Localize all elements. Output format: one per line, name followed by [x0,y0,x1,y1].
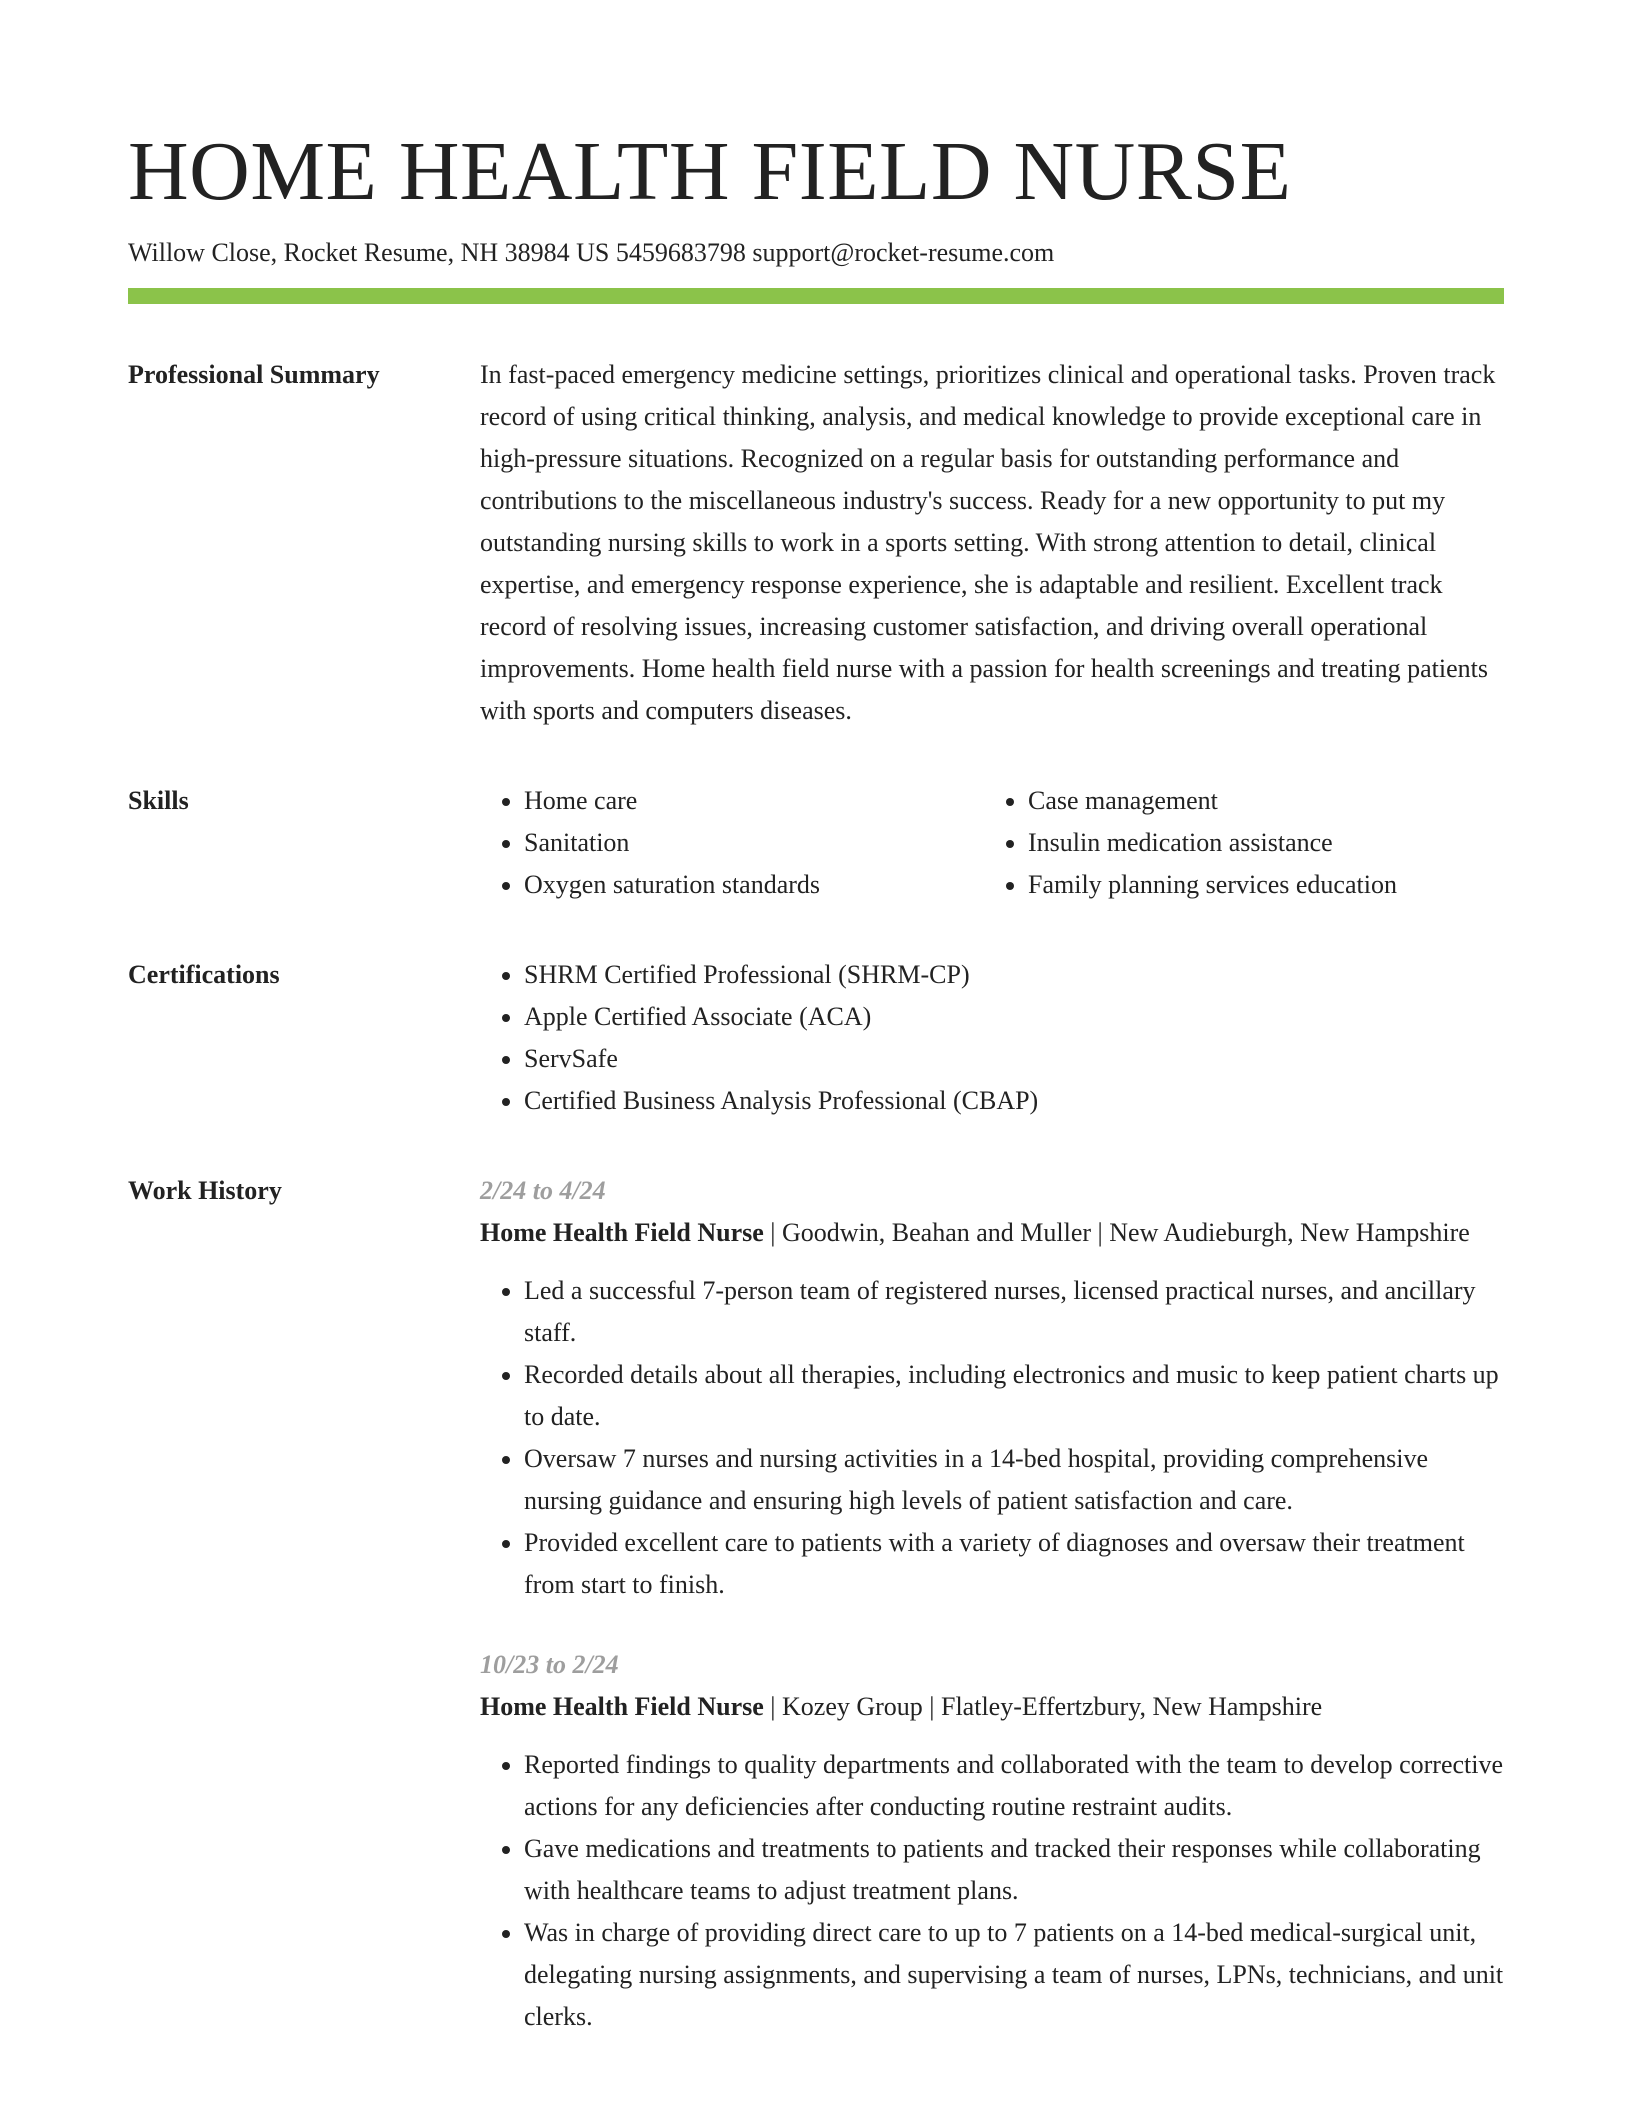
section-title-work-history: Work History [128,1176,282,1205]
skills-list-right [984,780,1488,906]
job-bullets [480,1744,1504,2038]
skill-item: • Oxygen saturation standards [524,864,984,906]
header-accent-rule [128,288,1504,304]
contact-address: Willow Close, Rocket Resume, NH 38984 US [128,238,610,267]
contact-phone: 5459683798 [615,238,746,267]
work-history-section [128,1174,1504,2038]
summary-section [128,358,1504,732]
job-heading [480,1686,1504,1728]
skills-section [128,784,1504,906]
section-title-skills: Skills [128,786,189,815]
contact-email: support@rocket-resume.com [752,238,1055,267]
job-bullet: • Was in charge of providing direct care to up to 7 patients on a 14-bed medical-surgical unit, delegating nursing assignments, and supervising a team of nurses, LPNs, technicians, and unit clerks. [524,1912,1504,2038]
skill-item: • Case management [1028,780,1488,822]
contact-line [128,236,1504,270]
job-dates: 10/23 to 2/24 [480,1650,619,1679]
certification-item: • ServSafe [524,1038,1504,1080]
resume-page [128,124,1504,2038]
section-title-certifications: Certifications [128,960,280,989]
skill-item: • Family planning services education [1028,864,1488,906]
job-bullet: • Provided excellent care to patients with a variety of diagnoses and oversaw their treatment from start to finish. [524,1522,1504,1606]
job-bullet: • Gave medications and treatments to patients and tracked their responses while collaborating with healthcare teams to adjust treatment plans. [524,1828,1504,1912]
job-bullet: • Led a successful 7-person team of registered nurses, licensed practical nurses, and ancillary staff. [524,1270,1504,1354]
certification-item: • SHRM Certified Professional (SHRM-CP) [524,954,1504,996]
job-details: | Kozey Group | Flatley-Effertzbury, New Hampshire [763,1692,1323,1721]
certification-item: • Apple Certified Associate (ACA) [524,996,1504,1038]
section-title-summary: Professional Summary [128,360,380,389]
resume-name: HOME HEALTH FIELD NURSE [128,125,1292,218]
job-bullet: • Reported findings to quality departments and collaborated with the team to develop corrective actions for any deficiencies after conducting routine restraint audits. [524,1744,1504,1828]
certifications-list [480,954,1504,1122]
job-entry [480,1644,1504,2038]
job-title: Home Health Field Nurse [480,1218,764,1247]
job-bullet: • Oversaw 7 nurses and nursing activities in a 14-bed hospital, providing comprehensive nursing guidance and ensuring high levels of patient satisfaction and care. [524,1438,1504,1522]
job-dates: 2/24 to 4/24 [480,1176,606,1205]
skill-item: • Sanitation [524,822,984,864]
job-details: | Goodwin, Beahan and Muller | New Audieburgh, New Hampshire [763,1218,1470,1247]
job-entry [480,1170,1504,1606]
job-bullets [480,1270,1504,1606]
skill-item: • Insulin medication assistance [1028,822,1488,864]
summary-text: In fast-paced emergency medicine settings, prioritizes clinical and operational tasks. Proven track record of using critical thinking, analysis, and medical knowledge to provide exceptional care in high-pressure situations. Recognized on a regular basis for outstanding performance and contributions to the miscellaneous industry's success. Ready for a new opportunity to put my outstanding nursing skills to work in a sports setting. With strong attention to detail, clinical expertise, and emergency response experience, she is adaptable and resilient. Excellent track record of resolving issues, increasing customer satisfaction, and driving overall operational improvements. Home health field nurse with a passion for health screenings and treating patients with sports and computers diseases. [480,360,1496,725]
job-title: Home Health Field Nurse [480,1692,764,1721]
skill-item: • Home care [524,780,984,822]
certifications-section [128,958,1504,1122]
certification-item: • Certified Business Analysis Professional (CBAP) [524,1080,1504,1122]
job-bullet: • Recorded details about all therapies, including electronics and music to keep patient charts up to date. [524,1354,1504,1438]
skills-list-left [480,780,984,906]
job-heading [480,1212,1504,1254]
